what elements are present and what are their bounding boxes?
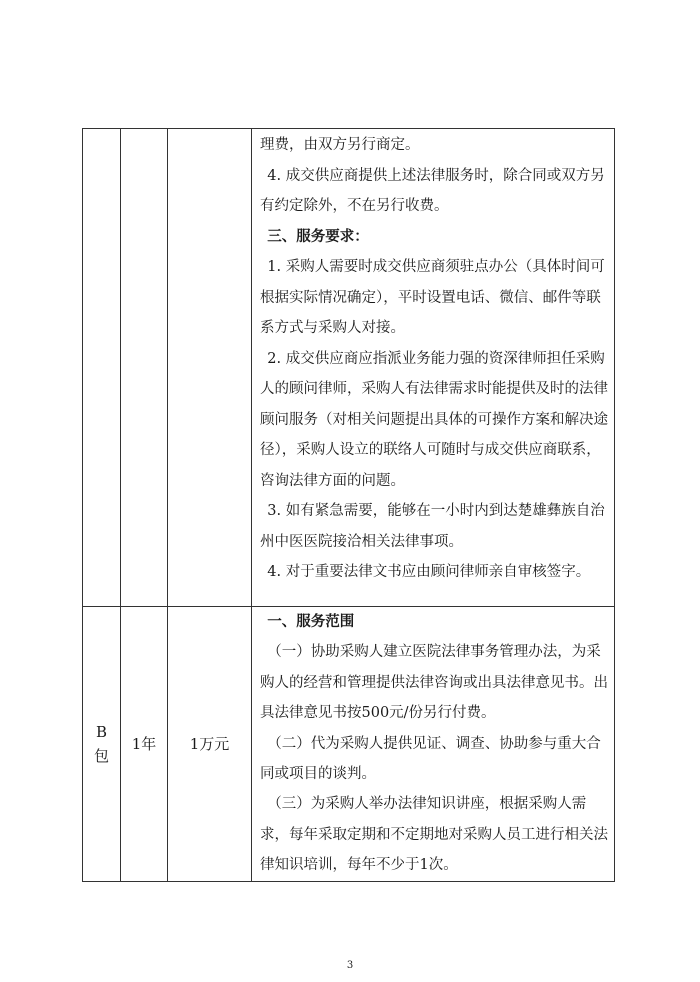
section-heading: 三、服务要求：	[267, 227, 369, 245]
content-line: （一）协助采购人建立医院法律事务管理办法，为采购人的经营和管理提供法律咨询或出具法律意见书。出具法律意见书按500元/份另行付费。	[260, 644, 608, 722]
amount-cell	[168, 129, 252, 607]
content-line: （三）为采购人举办法律知识讲座，根据采购人需求，每年采取定期和不定期地对采购人员工进行相关法律知识培训，每年不少于1次。	[260, 796, 608, 874]
content-line: 2. 成交供应商应指派业务能力强的资深律师担任采购人的顾问律师，采购人有法律需求时能提供及时的法律顾问服务（对相关问题提出具体的可操作方案和解决途径），采购人设立的联络人可随时与成交供应商联系，咨询法律方面的问题。	[260, 350, 608, 489]
content-line: 理费，由双方另行商定。	[260, 137, 420, 153]
package-label: B	[95, 722, 108, 741]
service-table	[82, 128, 615, 882]
term-cell	[121, 129, 168, 607]
content-cell	[252, 129, 615, 607]
page-number: 3	[346, 960, 354, 971]
content-line: （二）代为采购人提供见证、调查、协助参与重大合同或项目的谈判。	[260, 735, 601, 783]
package-cell	[83, 607, 121, 882]
term-cell: 1年	[121, 607, 168, 882]
content-cell	[252, 607, 615, 882]
content-line: 4. 对于重要法律文书应由顾问律师亲自审核签字。	[267, 564, 591, 580]
package-label: 包	[93, 746, 109, 765]
content-line: 3. 如有紧急需要，能够在一小时内到达楚雄彝族自治州中医医院接洽相关法律事项。	[260, 503, 605, 550]
package-cell	[83, 129, 121, 607]
table-row	[83, 607, 615, 882]
section-heading: 一、服务范围	[267, 613, 355, 630]
content-line: 1. 采购人需要时成交供应商须驻点办公（具体时间可根据实际情况确定），平时设置电话、微信、邮件等联系方式与采购人对接。	[260, 259, 605, 336]
amount-cell: 1万元	[168, 607, 252, 882]
table-row	[83, 129, 615, 607]
content-line: 4. 成交供应商提供上述法律服务时，除合同或双方另有约定除外，不在另行收费。	[260, 167, 605, 214]
